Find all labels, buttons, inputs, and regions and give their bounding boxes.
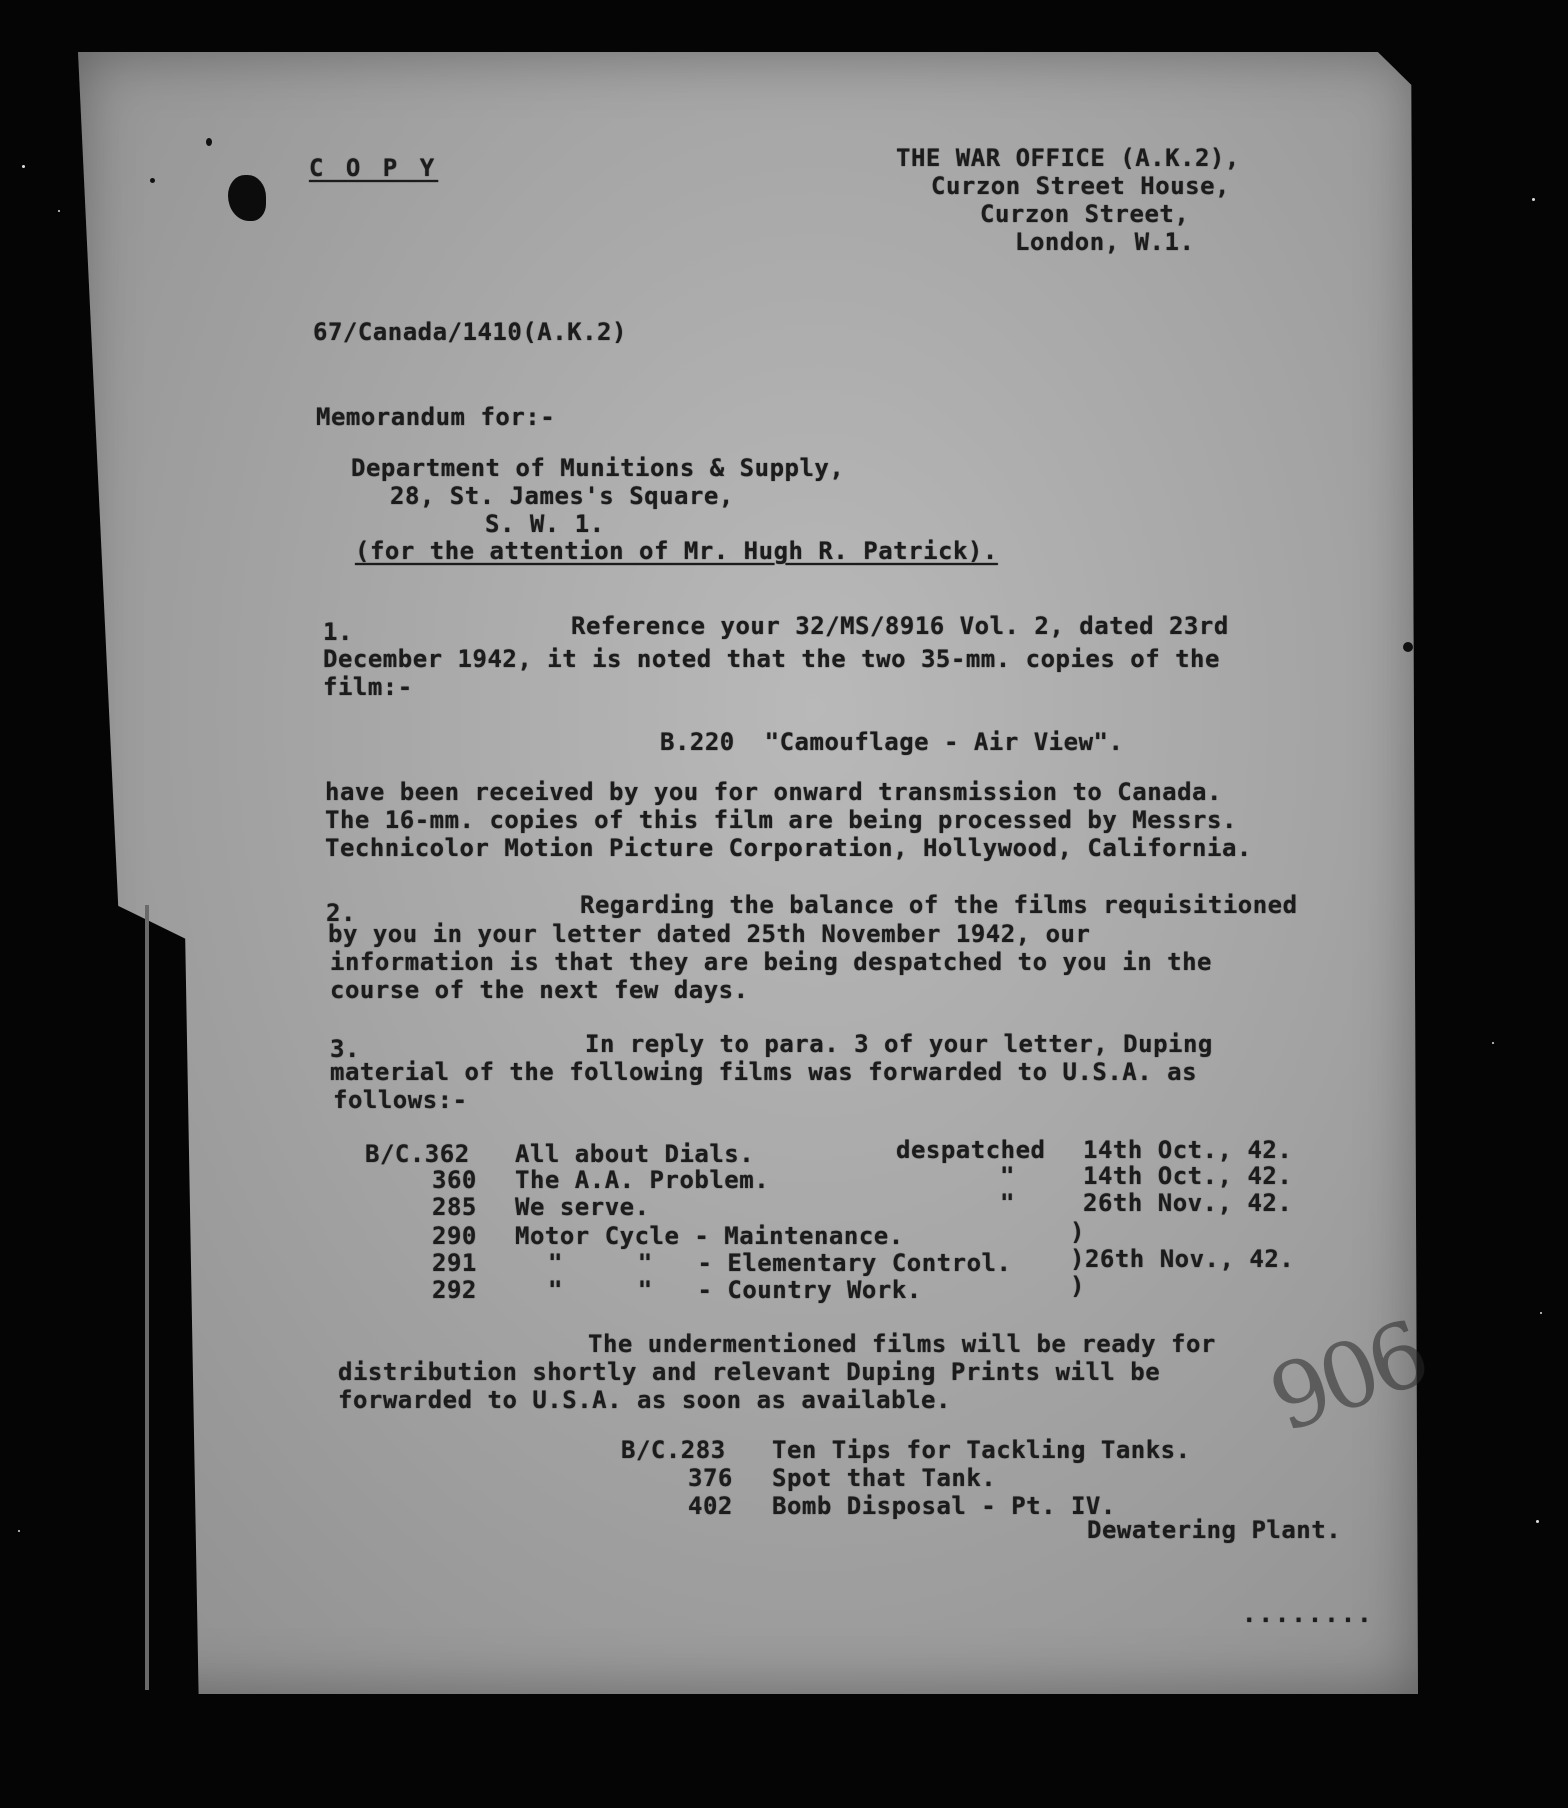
film-date: 14th Oct., 42. bbox=[1083, 1162, 1293, 1190]
film-code: 402 bbox=[688, 1492, 733, 1520]
paragraph-number: 3. bbox=[330, 1035, 360, 1063]
ink-blot bbox=[228, 175, 266, 221]
dust-speck bbox=[1492, 1042, 1494, 1044]
paragraph-line: by you in your letter dated 25th November 1942, our bbox=[328, 920, 1091, 948]
recipient-line: 28, St. James's Square, bbox=[390, 482, 734, 510]
paragraph-number: 1. bbox=[323, 618, 353, 646]
film-title: Ten Tips for Tackling Tanks. bbox=[772, 1436, 1191, 1464]
paragraph-line: material of the following films was forwarded to U.S.A. as bbox=[330, 1058, 1198, 1086]
paragraph-line: information is that they are being despatched to you in the bbox=[330, 948, 1213, 976]
paragraph-line: Technicolor Motion Picture Corporation, Hollywood, California. bbox=[325, 834, 1252, 862]
paragraph-line: distribution shortly and relevant Duping Prints will be bbox=[338, 1358, 1161, 1386]
dust-speck bbox=[18, 1530, 20, 1532]
film-code: B/C.283 bbox=[621, 1436, 726, 1464]
continuation-dots: ........ bbox=[1242, 1600, 1374, 1628]
film-code: 360 bbox=[432, 1166, 477, 1194]
film-date: ) bbox=[1070, 1272, 1085, 1300]
ink-dot bbox=[150, 178, 155, 183]
film-title-line: B.220 "Camouflage - Air View". bbox=[660, 728, 1124, 756]
film-date: 26th Nov., 42. bbox=[1083, 1189, 1293, 1217]
address-line: THE WAR OFFICE (A.K.2), bbox=[896, 144, 1240, 172]
film-title: Bomb Disposal - Pt. IV. bbox=[772, 1492, 1116, 1520]
ink-dot bbox=[206, 138, 212, 146]
copy-mark: C O P Y bbox=[309, 154, 439, 182]
dust-speck bbox=[22, 165, 25, 168]
film-date: )26th Nov., 42. bbox=[1070, 1245, 1295, 1273]
ink-dot bbox=[1403, 642, 1413, 652]
film-date: ) bbox=[1070, 1218, 1085, 1246]
memo-for-label: Memorandum for:- bbox=[316, 403, 556, 431]
film-status: " bbox=[1000, 1189, 1015, 1217]
address-line: Curzon Street, bbox=[980, 200, 1190, 228]
recipient-line: S. W. 1. bbox=[485, 510, 605, 538]
paragraph-line: follows:- bbox=[333, 1086, 468, 1114]
paragraph-number: 2. bbox=[326, 899, 356, 927]
address-line: Curzon Street House, bbox=[931, 172, 1230, 200]
attention-line: (for the attention of Mr. Hugh R. Patrick). bbox=[355, 537, 998, 565]
film-code: 376 bbox=[688, 1464, 733, 1492]
dust-speck bbox=[1536, 1520, 1539, 1523]
film-title: The A.A. Problem. bbox=[515, 1166, 770, 1194]
film-status: " bbox=[1000, 1162, 1015, 1190]
paragraph-line: The 16-mm. copies of this film are being processed by Messrs. bbox=[325, 806, 1237, 834]
dust-speck bbox=[58, 210, 60, 212]
dust-speck bbox=[1540, 1312, 1542, 1314]
paragraph-line: have been received by you for onward transmission to Canada. bbox=[325, 778, 1222, 806]
address-line: London, W.1. bbox=[1015, 228, 1195, 256]
paper-sheet bbox=[78, 52, 1418, 1694]
film-title: Spot that Tank. bbox=[772, 1464, 997, 1492]
paragraph-line: course of the next few days. bbox=[330, 976, 749, 1004]
paragraph-line: Regarding the balance of the films requisitioned bbox=[580, 891, 1298, 919]
film-title: We serve. bbox=[515, 1193, 650, 1221]
film-code: 291 bbox=[432, 1249, 477, 1277]
film-code: 285 bbox=[432, 1193, 477, 1221]
dust-speck bbox=[1532, 198, 1535, 201]
film-code: B/C.362 bbox=[365, 1140, 470, 1168]
film-date: 14th Oct., 42. bbox=[1083, 1136, 1293, 1164]
film-title: All about Dials. bbox=[515, 1140, 755, 1168]
film-code: 292 bbox=[432, 1276, 477, 1304]
paragraph-line: film:- bbox=[323, 673, 413, 701]
recipient-line: Department of Munitions & Supply, bbox=[351, 454, 845, 482]
paper-fold-edge bbox=[145, 905, 149, 1690]
paragraph-line: Reference your 32/MS/8916 Vol. 2, dated 23rd bbox=[571, 612, 1229, 640]
paragraph-line: December 1942, it is noted that the two 35-mm. copies of the bbox=[323, 645, 1220, 673]
film-title: Motor Cycle - Maintenance. bbox=[515, 1222, 904, 1250]
paragraph-line: The undermentioned films will be ready for bbox=[588, 1330, 1216, 1358]
film-status: despatched bbox=[896, 1136, 1046, 1164]
film-title: " " - Country Work. bbox=[548, 1276, 922, 1304]
reference-number: 67/Canada/1410(A.K.2) bbox=[313, 318, 627, 346]
paragraph-line: In reply to para. 3 of your letter, Duping bbox=[585, 1030, 1213, 1058]
paragraph-line: forwarded to U.S.A. as soon as available. bbox=[338, 1386, 951, 1414]
film-title: " " - Elementary Control. bbox=[548, 1249, 1012, 1277]
film-title-continuation: Dewatering Plant. bbox=[1087, 1516, 1342, 1544]
handwritten-page-number: 906 bbox=[1256, 1301, 1438, 1454]
film-code: 290 bbox=[432, 1222, 477, 1250]
